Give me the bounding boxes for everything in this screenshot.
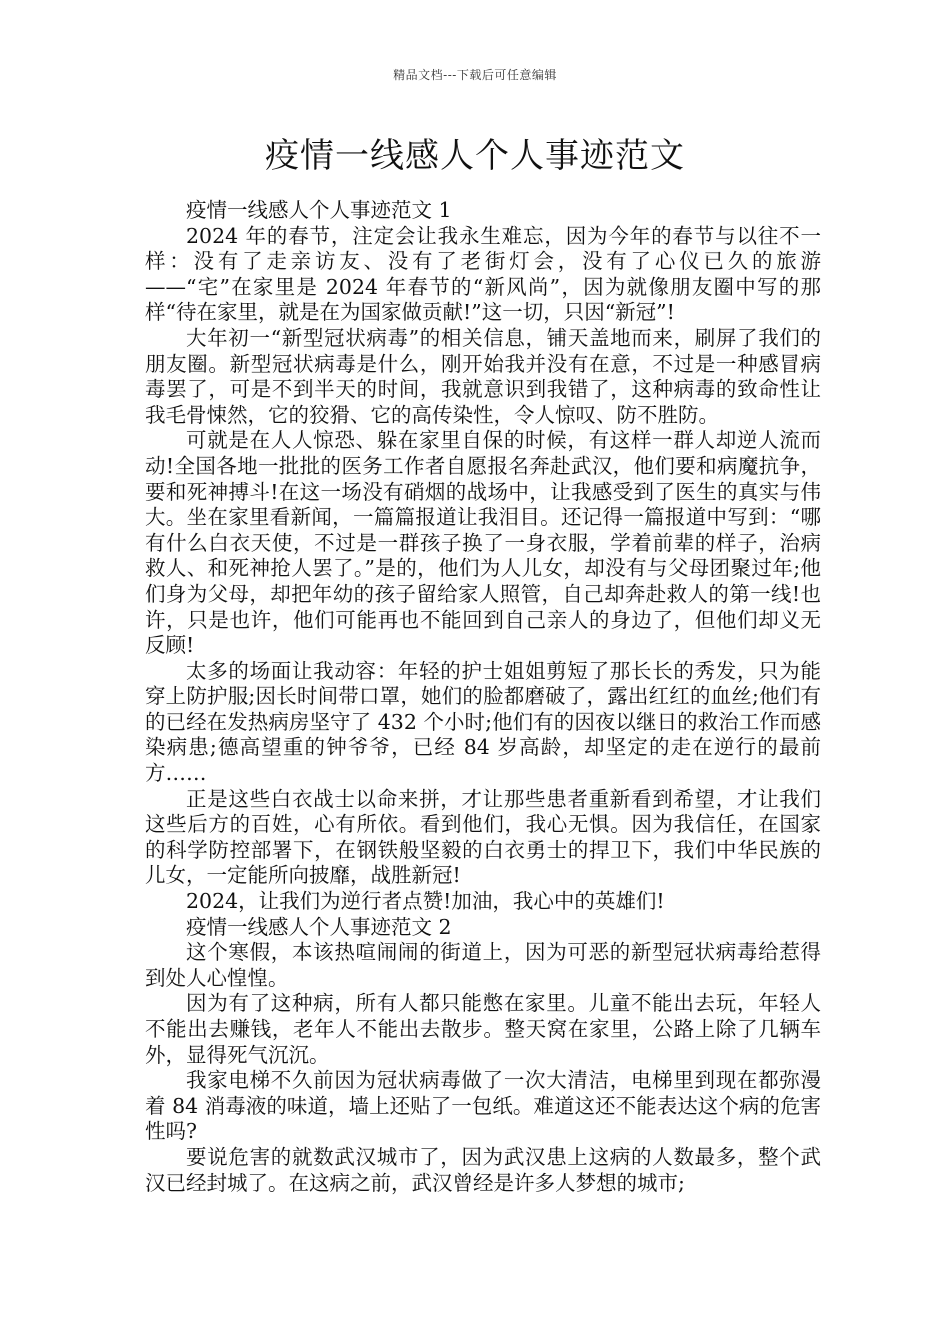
paragraph: 可就是在人人惊恐、躲在家里自保的时候，有这样一群人却逆人流而动!全国各地一批批的医务工作者自愿报名奔赴武汉，他们要和病魔抗争，要和死神搏斗!在这一场没有硝烟的战场中，让我感受到了医生的真实与伟大。坐在家里看新闻，一篇篇报道让我泪目。还记得一篇报道中写到：“哪有什么白衣天使，不过是一群孩子换了一身衣服，学着前辈的样子，治病救人、和死神抢人罢了。”是的，他们为人儿女，却没有与父母团聚过年;他们身为父母，却把年幼的孩子留给家人照管，自己却奔赴救人的第一线!也许，只是也许，他们可能再也不能回到自己亲人的身边了，但他们却义无反顾! (145, 428, 821, 658)
paragraph: 2024，让我们为逆行者点赞!加油，我心中的英雄们! (186, 889, 665, 914)
paragraph: 要说危害的就数武汉城市了，因为武汉患上这病的人数最多，整个武汉已经封城了。在这病之前，武汉曾经是许多人梦想的城市; (145, 1144, 821, 1195)
document-body (145, 198, 821, 1196)
paragraph-heading-1: 疫情一线感人个人事迹范文 1 (186, 198, 452, 222)
paragraph: 这个寒假，本该热喧闹闹的街道上，因为可恶的新型冠状病毒给惹得到处人心惶惶。 (145, 940, 821, 990)
paragraph: 因为有了这种病，所有人都只能憋在家里。儿童不能出去玩，年轻人不能出去赚钱，老年人不能出去散步。整天窝在家里，公路上除了几辆车外，显得死气沉沉。 (145, 991, 821, 1067)
document-title: 疫情一线感人个人事迹范文 (265, 136, 685, 176)
paragraph: 太多的场面让我动容：年轻的护士姐姐剪短了那长长的秀发，只为能穿上防护服;因长时间带口罩，她们的脸都磨破了，露出红红的血丝;他们有的已经在发热病房坚守了 432 个小时;他们有的因夜以继日的救治工作而感染病患;德高望重的钟爷爷，已经 84 岁高龄，却坚定的走在逆行的最前方…… (145, 658, 821, 786)
paragraph: 我家电梯不久前因为冠状病毒做了一次大清洁，电梯里到现在都弥漫着 84 消毒液的味道，墙上还贴了一包纸。难道这还不能表达这个病的危害性吗? (145, 1068, 821, 1144)
paragraph-heading-2: 疫情一线感人个人事迹范文 2 (186, 914, 452, 939)
header-note: 精品文档---下载后可任意编辑 (393, 68, 557, 82)
paragraph: 2024 年的春节，注定会让我永生难忘，因为今年的春节与以往不一样：没有了走亲访友、没有了老街灯会，没有了心仪已久的旅游——“宅”在家里是 2024 年春节的“新风尚”，因为就像朋友圈中写的那样“待在家里，就是在为国家做贡献!”这一切，只因“新冠”! (145, 223, 821, 325)
paragraph: 正是这些白衣战士以命来拼，才让那些患者重新看到希望，才让我们这些后方的百姓，心有所依。看到他们，我心无惧。因为我信任，在国家的科学防控部署下，在钢铁般坚毅的白衣勇士的捍卫下，我们中华民族的儿女，一定能所向披靡，战胜新冠! (145, 786, 821, 888)
paragraph: 大年初一“新型冠状病毒”的相关信息，铺天盖地而来，刷屏了我们的朋友圈。新型冠状病毒是什么，刚开始我并没有在意，不过是一种感冒病毒罢了，可是不到半天的时间，我就意识到我错了，这种病毒的致命性让我毛骨悚然，它的狡猾、它的高传染性，令人惊叹、防不胜防。 (145, 325, 821, 427)
